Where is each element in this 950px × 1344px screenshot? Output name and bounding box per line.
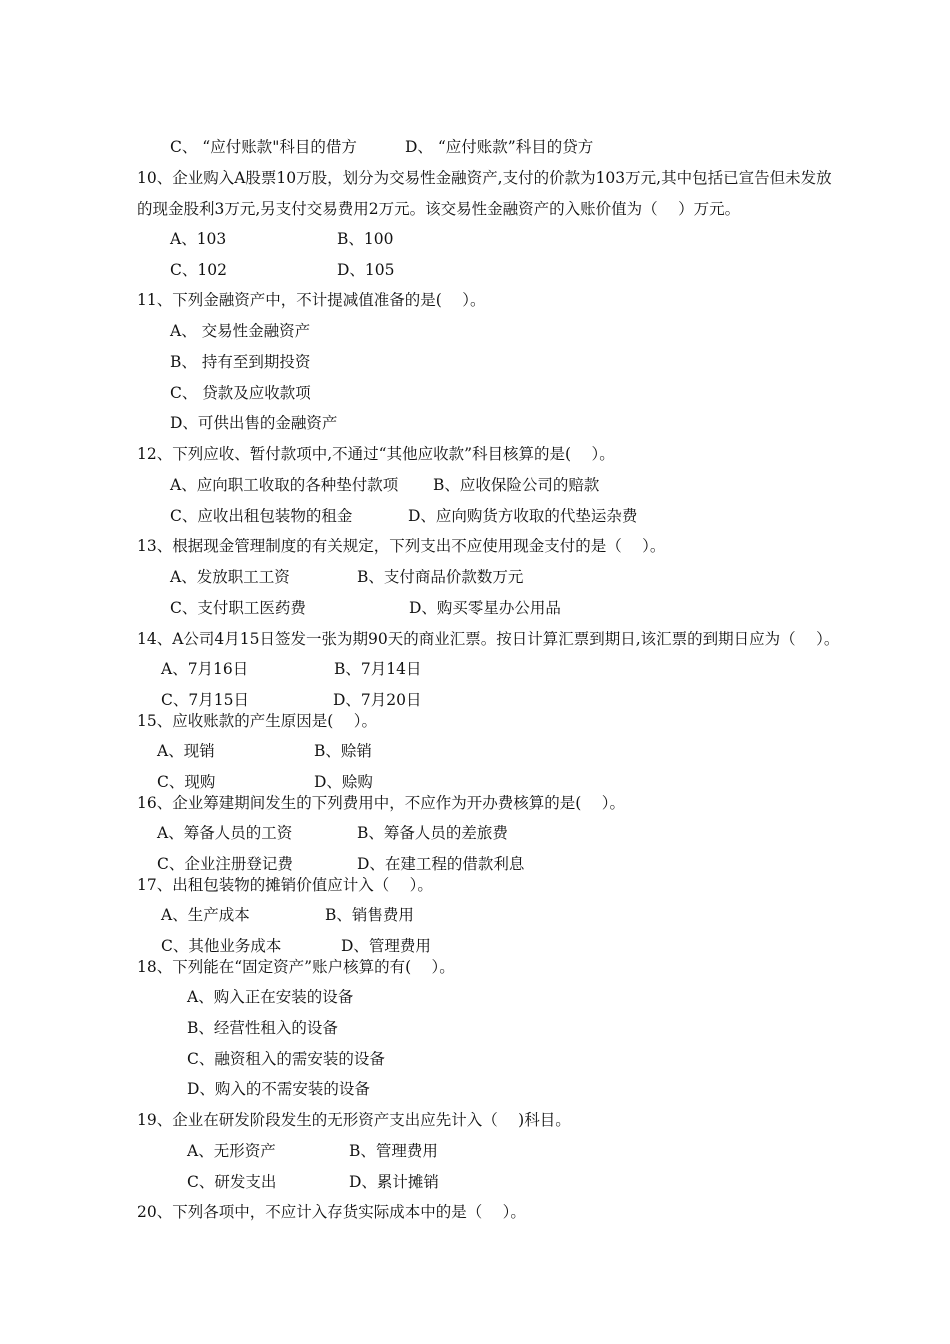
q19-option-c: C、研发支出 xyxy=(187,1173,277,1191)
q12-option-d: D、应向购货方收取的代垫运杂费 xyxy=(408,507,638,525)
q11-option-b: B、 持有至到期投资 xyxy=(170,353,311,371)
q15-stem: 15、应收账款的产生原因是( ）。 xyxy=(137,712,377,730)
q11-option-c: C、 贷款及应收款项 xyxy=(170,384,311,402)
q10-stem-line1: 10、企业购入A股票10万股，划分为交易性金融资产,支付的价款为103万元,其中包括已宣告但未发放 xyxy=(137,169,832,187)
q11-stem: 11、下列金融资产中，不计提减值准备的是( ）。 xyxy=(137,291,486,309)
q10-option-d: D、105 xyxy=(337,261,395,279)
q16-option-d: D、在建工程的借款利息 xyxy=(357,855,525,873)
q9-option-c: C、 “应付账款"科目的借方 xyxy=(170,138,357,156)
q10-option-c: C、102 xyxy=(170,261,227,279)
q14-option-c: C、7月15日 xyxy=(161,691,249,709)
q17-option-a: A、生产成本 xyxy=(161,906,250,924)
q15-option-a: A、现销 xyxy=(157,742,215,760)
q19-stem: 19、企业在研发阶段发生的无形资产支出应先计入（ )科目。 xyxy=(137,1111,571,1129)
q15-option-d: D、赊购 xyxy=(314,773,373,791)
q14-option-a: A、7月16日 xyxy=(161,660,249,678)
q13-option-d: D、购买零星办公用品 xyxy=(409,599,561,617)
q13-option-b: B、支付商品价款数万元 xyxy=(357,568,524,586)
q13-stem: 13、根据现金管理制度的有关规定，下列支出不应使用现金支付的是（ ）。 xyxy=(137,537,666,555)
q9-option-d: D、 “应付账款”科目的贷方 xyxy=(405,138,594,156)
q10-option-a: A、103 xyxy=(170,230,227,248)
q13-option-a: A、发放职工工资 xyxy=(170,568,290,586)
q14-option-b: B、7月14日 xyxy=(334,660,422,678)
q13-option-c: C、支付职工医药费 xyxy=(170,599,306,617)
q18-option-a: A、购入正在安装的设备 xyxy=(187,988,354,1006)
q12-stem: 12、下列应收、暂付款项中,不通过“其他应收款”科目核算的是( ）。 xyxy=(137,445,615,463)
q18-option-b: B、经营性租入的设备 xyxy=(187,1019,338,1037)
q16-option-b: B、筹备人员的差旅费 xyxy=(357,824,508,842)
q16-stem: 16、企业筹建期间发生的下列费用中，不应作为开办费核算的是( ）。 xyxy=(137,794,625,812)
q17-option-c: C、其他业务成本 xyxy=(161,937,282,955)
q16-option-c: C、企业注册登记费 xyxy=(157,855,293,873)
q19-option-b: B、管理费用 xyxy=(349,1142,438,1160)
q12-option-c: C、应收出租包装物的租金 xyxy=(170,507,353,525)
q11-option-a: A、 交易性金融资产 xyxy=(170,322,311,340)
q19-option-d: D、累计摊销 xyxy=(349,1173,439,1191)
q20-stem: 20、下列各项中，不应计入存货实际成本中的是（ ）。 xyxy=(137,1203,526,1221)
q19-option-a: A、无形资产 xyxy=(187,1142,276,1160)
q14-stem: 14、A公司4月15日签发一张为期90天的商业汇票。按日计算汇票到期日,该汇票的到期日应为（ ）。 xyxy=(137,630,840,648)
q17-option-d: D、管理费用 xyxy=(341,937,431,955)
q17-option-b: B、销售费用 xyxy=(325,906,414,924)
q12-option-a: A、应向职工收取的各种垫付款项 xyxy=(170,476,399,494)
q15-option-b: B、赊销 xyxy=(314,742,372,760)
q17-stem: 17、出租包装物的摊销价值应计入（ ）。 xyxy=(137,876,433,894)
q10-option-b: B、100 xyxy=(337,230,394,248)
q12-option-b: B、应收保险公司的赔款 xyxy=(433,476,600,494)
q18-option-d: D、购入的不需安装的设备 xyxy=(187,1080,370,1098)
q18-option-c: C、融资租入的需安装的设备 xyxy=(187,1050,385,1068)
q15-option-c: C、现购 xyxy=(157,773,216,791)
q16-option-a: A、筹备人员的工资 xyxy=(157,824,293,842)
q14-option-d: D、7月20日 xyxy=(333,691,422,709)
q11-option-d: D、可供出售的金融资产 xyxy=(170,414,338,432)
q10-stem-line2: 的现金股利3万元,另支付交易费用2万元。该交易性金融资产的入账价值为（ ）万元。 xyxy=(137,200,741,218)
q18-stem: 18、下列能在“固定资产”账户核算的有( ）。 xyxy=(137,958,455,976)
